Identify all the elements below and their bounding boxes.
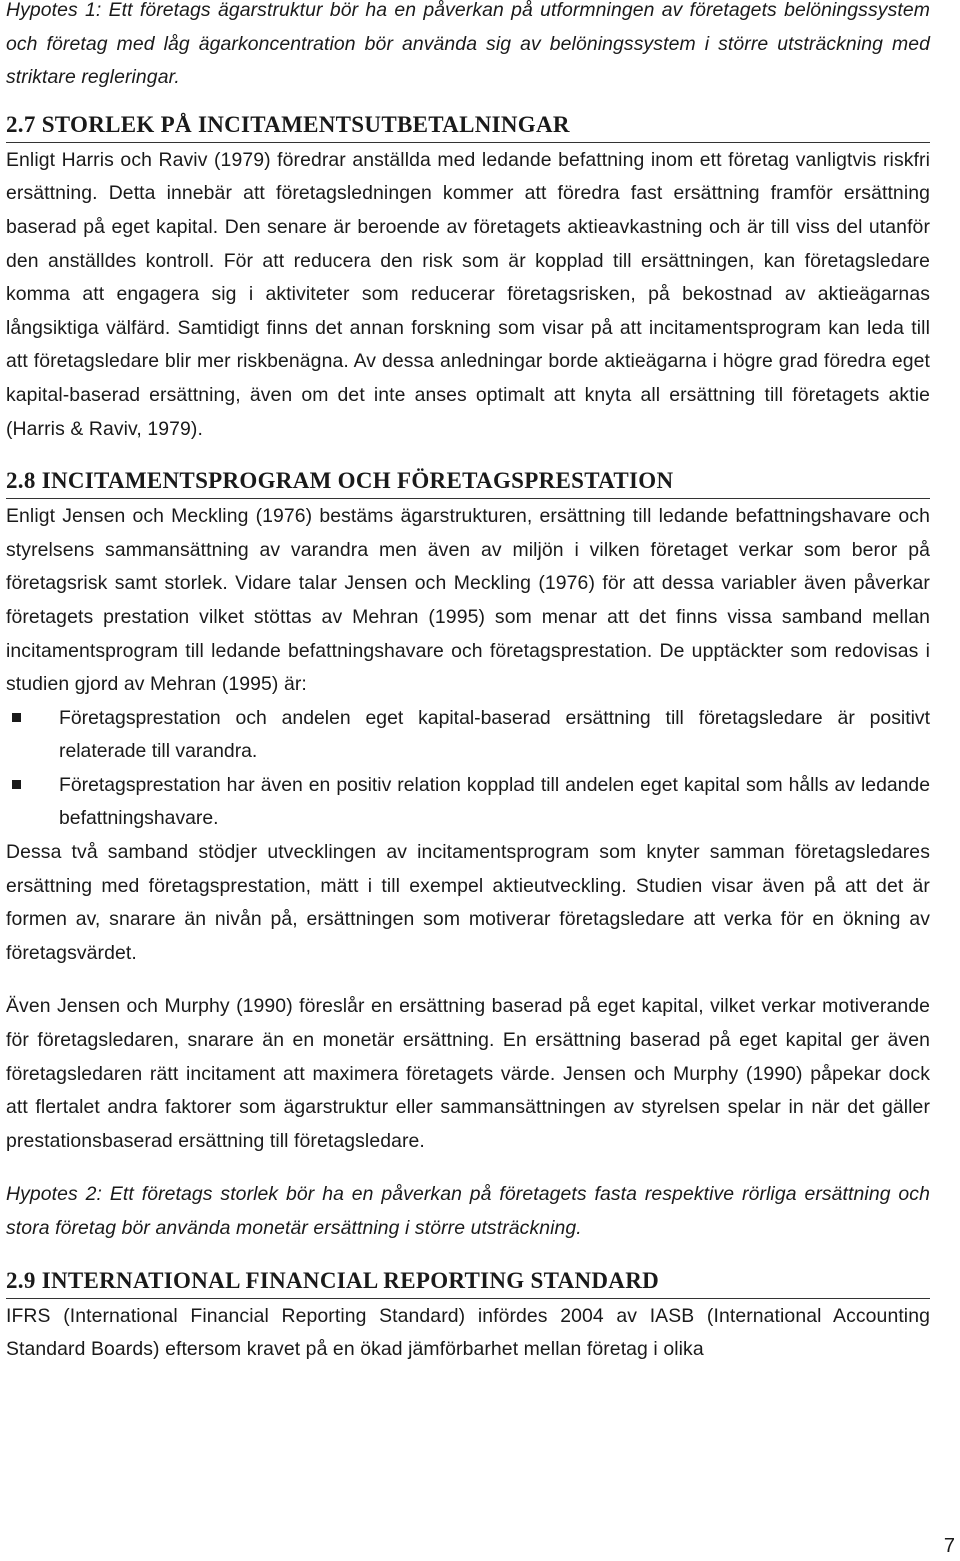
list-item-text: Företagsprestation har även en positiv relation kopplad till andelen eget kapital som hålls av ledande befattningshavare. bbox=[59, 773, 930, 830]
section-2-8-paragraph-1: Enligt Jensen och Meckling (1976) bestäms ägarstrukturen, ersättning till ledande befattningshavare och styrelsens sammansättning av varandra men även av miljön i vilken företaget verkar som beror på företagsrisk samt storlek. Vidare talar Jensen och Meckling (1976) för att dessa variabler även påverkar företagets prestation vilket stöttas av Mehran (1995) som menar att det finns vissa samband mellan incitamentsprogram till ledande befattningshavare och företagsprestation. De upptäckter som redovisas i studien gjord av Mehran (1995) är: bbox=[6, 505, 930, 696]
list-item-text: Företagsprestation och andelen eget kapital-baserad ersättning till företagsledare är positivt relaterade till varandra. bbox=[59, 706, 930, 763]
section-2-9-paragraph: IFRS (International Financial Reporting Standard) infördes 2004 av IASB (International Accounting Standard Boards) eftersom kravet på en ökad jämförbarhet mellan företag i olika bbox=[6, 1304, 930, 1361]
section-2-8-paragraph-3: Även Jensen och Murphy (1990) föreslår en ersättning baserad på eget kapital, vilket verkar motiverande för företagsledaren, snarare än en monetär ersättning. En ersättning baserad på eget kapital ger även företagsledaren rätt incitament att maximera företagets värde. Jensen och Murphy (1990) påpekar dock att flertalet andra faktorer som ägarstruktur eller sammansättningen av styrelsen spelar in när det gäller prestationsbaserad ersättning till företagsledare. bbox=[6, 995, 930, 1152]
section-2-7-paragraph: Enligt Harris och Raviv (1979) föredrar anställda med ledande befattning inom ett företag vanligtvis riskfri ersättning. Detta innebär att företagsledningen kommer att föredra fast ersättning framför ersättning baserad på eget kapital. Den senare är beroende av företagets aktieavkastning och är till viss del utanför den anställdes kontroll. För att reducera den risk som är kopplad till ersättningen, kan företagsledare komma att engagera sig i aktiviteter som reducerar företagsrisken, på bekostnad av aktieägarnas långsiktiga välfärd. Samtidigt finns det annan forskning som visar på att incitamentsprogram kan leda till att företagsledare blir mer riskbenägna. Av dessa anledningar borde aktieägarna i högre grad föredra eget kapital-baserad ersättning, även om det inte anses optimalt att knyta all ersättning till företagets aktie (Harris & Raviv, 1979). bbox=[6, 148, 930, 440]
hypothesis-2: Hypotes 2: Ett företags storlek bör ha en påverkan på företagets fasta respektive rörliga ersättning och stora företag bör använda monetär ersättning i större utsträckning. bbox=[6, 1183, 930, 1239]
list-item bbox=[6, 702, 930, 769]
heading-2-8: 2.8 INCITAMENTSPROGRAM OCH FÖRETAGSPRESTATION bbox=[6, 466, 930, 499]
section-2-8-paragraph-2: Dessa två samband stödjer utvecklingen av incitamentsprogram som knyter samman företagsledares ersättning med företagsprestation, mätt i till exempel aktieutveckling. Studien visar även på att det är formen av, snarare än nivån på, ersättningen som motiverar företagsledare att verka för en ökning av företagsvärdet. bbox=[6, 841, 930, 964]
heading-2-7: 2.7 STORLEK PÅ INCITAMENTSUTBETALNINGAR bbox=[6, 110, 930, 143]
findings-list bbox=[6, 702, 930, 836]
square-bullet-icon bbox=[12, 780, 21, 789]
square-bullet-icon bbox=[12, 713, 21, 722]
list-item bbox=[6, 769, 930, 836]
document-page bbox=[6, 0, 930, 1367]
page-number: 7 bbox=[943, 1535, 955, 1557]
heading-2-9: 2.9 INTERNATIONAL FINANCIAL REPORTING STANDARD bbox=[6, 1266, 930, 1299]
hypothesis-1: Hypotes 1: Ett företags ägarstruktur bör ha en påverkan på utformningen av företagets belöningssystem och företag med låg ägarkoncentration bör använda sig av belöningssystem i större utsträckning med striktare regleringar. bbox=[6, 0, 930, 89]
